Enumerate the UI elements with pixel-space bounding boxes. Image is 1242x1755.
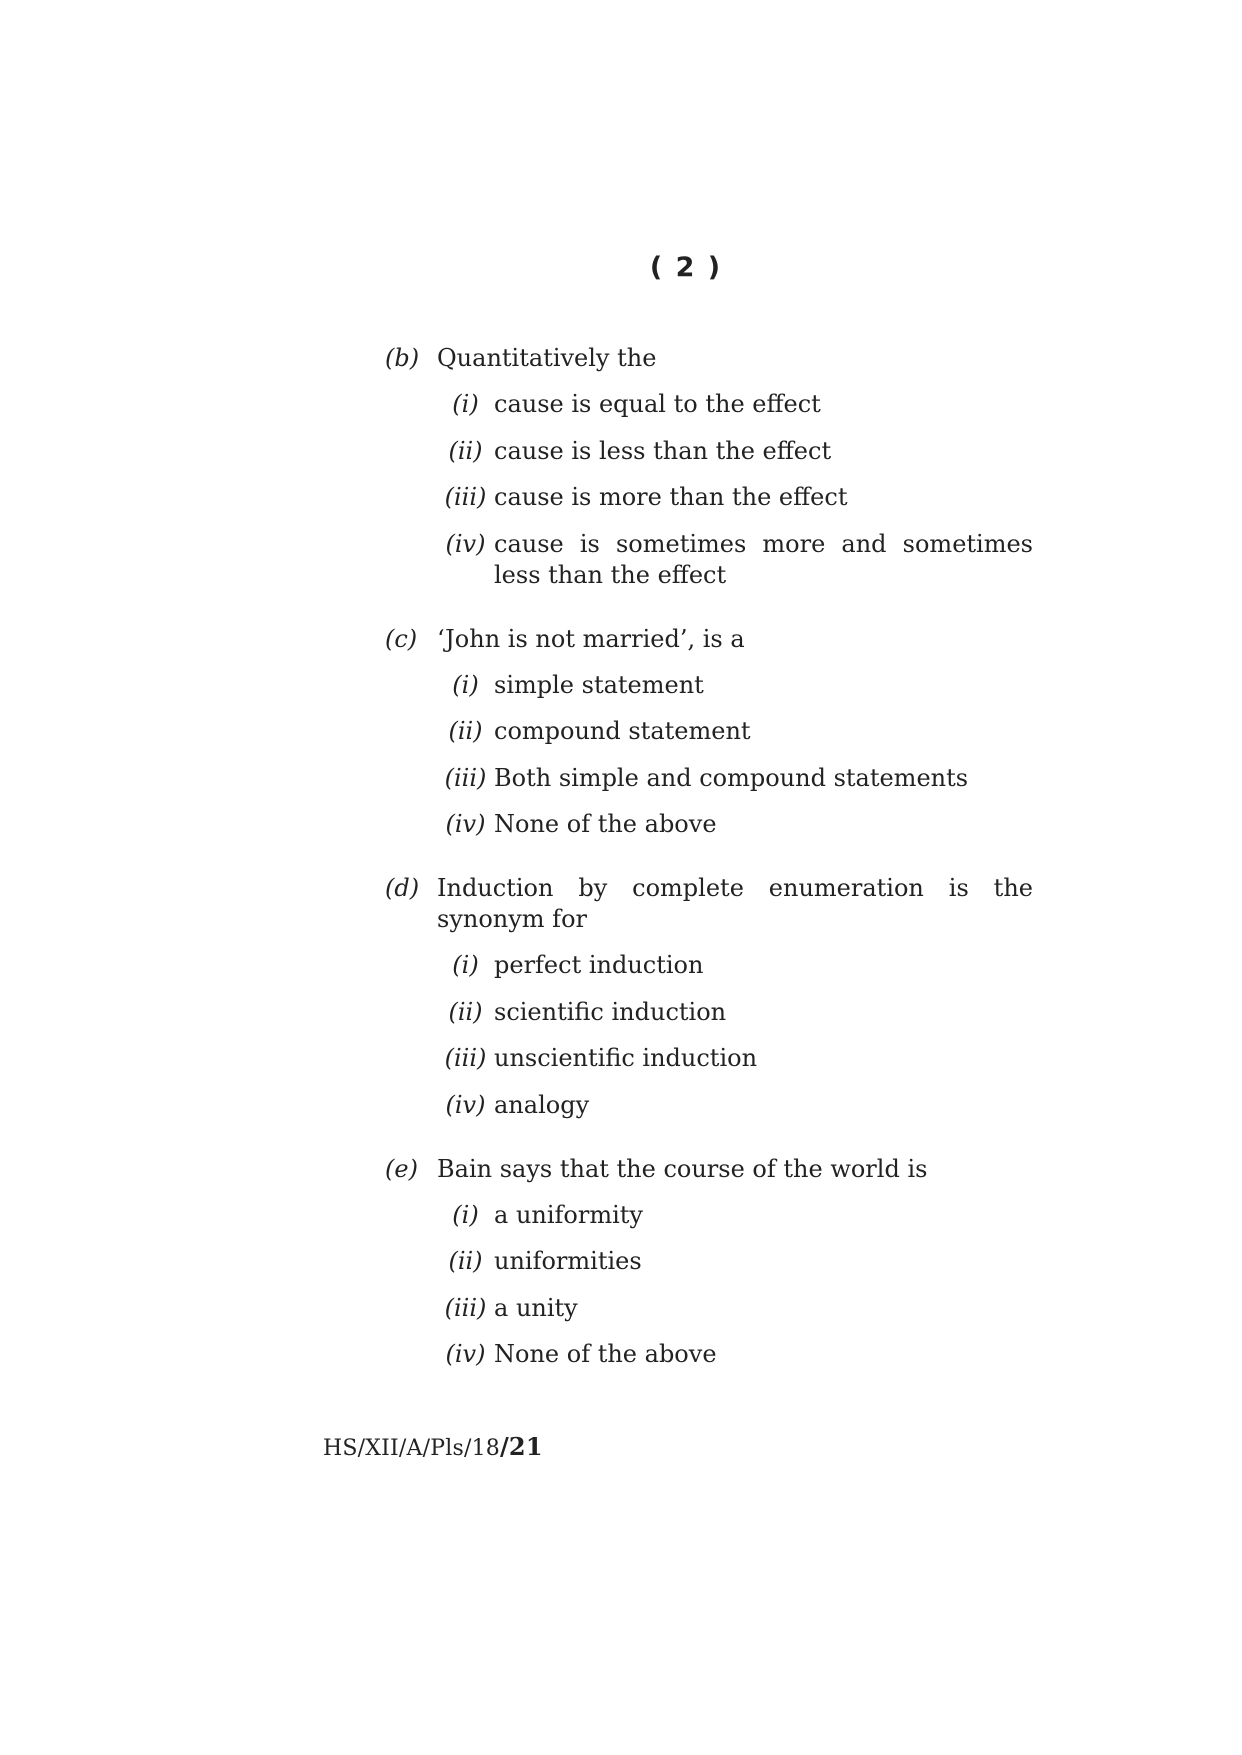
option-item <box>437 1090 1033 1121</box>
question-text: Quantitatively the <box>437 344 657 372</box>
option-label: (iii) <box>444 763 487 792</box>
option-item <box>437 1246 1033 1277</box>
option-item <box>437 529 1033 591</box>
paper-code <box>323 1432 543 1461</box>
option-label: (ii) <box>448 997 483 1026</box>
option-item <box>437 482 1033 513</box>
question-list <box>385 343 1033 1403</box>
option-label: (i) <box>452 951 479 979</box>
question-text: Bain says that the course of the world is <box>437 1154 928 1183</box>
question-c <box>385 624 1033 841</box>
option-text: perfect induction <box>494 951 704 979</box>
option-item <box>437 950 1033 981</box>
option-label: (i) <box>452 1200 479 1229</box>
question-stem <box>385 624 1033 655</box>
option-text: None of the above <box>494 1340 717 1368</box>
option-text: a uniformity <box>494 1200 643 1229</box>
option-label: (iv) <box>445 810 486 838</box>
option-text: a unity <box>494 1293 578 1322</box>
option-label: (iv) <box>445 1090 486 1119</box>
question-label: (b) <box>385 344 420 372</box>
question-label: (e) <box>385 1154 418 1183</box>
option-label: (i) <box>452 670 479 699</box>
paper-code-suffix: /21 <box>499 1432 543 1461</box>
option-label: (iv) <box>445 529 486 558</box>
option-item <box>437 1339 1033 1370</box>
option-item <box>437 1043 1033 1074</box>
question-d <box>385 873 1033 1121</box>
page-number: ( 2 ) <box>649 252 723 283</box>
option-item <box>437 763 1033 794</box>
option-text: cause is sometimes more and sometimes less than the effect <box>494 529 1033 589</box>
option-text: scientific induction <box>494 997 727 1026</box>
question-b <box>385 343 1033 591</box>
option-label: (iii) <box>444 1293 487 1322</box>
option-text: cause is more than the effect <box>494 483 848 511</box>
option-text: None of the above <box>494 810 717 838</box>
option-item <box>437 389 1033 420</box>
option-label: (iv) <box>445 1340 486 1368</box>
option-item <box>437 997 1033 1028</box>
option-label: (ii) <box>448 436 483 465</box>
option-item <box>437 809 1033 840</box>
question-stem <box>385 343 1033 374</box>
question-text: ‘John is not married’, is a <box>437 624 745 653</box>
question-label: (c) <box>385 624 418 653</box>
option-item <box>437 436 1033 467</box>
option-item <box>437 1200 1033 1231</box>
option-text: cause is equal to the effect <box>494 390 821 418</box>
option-text: compound statement <box>494 717 751 745</box>
question-label: (d) <box>385 874 420 902</box>
question-stem <box>385 873 1033 935</box>
option-text: uniformities <box>494 1247 642 1275</box>
option-item <box>437 1293 1033 1324</box>
option-text: cause is less than the effect <box>494 436 832 465</box>
option-text: unscientific induction <box>494 1044 758 1072</box>
option-text: Both simple and compound statements <box>494 763 969 792</box>
option-item <box>437 670 1033 701</box>
option-label: (i) <box>452 390 479 418</box>
option-item <box>437 716 1033 747</box>
option-label: (ii) <box>448 717 483 745</box>
question-e <box>385 1154 1033 1371</box>
question-text: Induction by complete enumeration is the synonym for <box>437 874 1033 933</box>
option-label: (iii) <box>444 1044 487 1072</box>
paper-code-text: HS/XII/A/Pls/18 <box>323 1436 500 1461</box>
option-text: analogy <box>494 1090 590 1119</box>
option-label: (ii) <box>448 1247 483 1275</box>
option-label: (iii) <box>444 483 487 511</box>
option-text: simple statement <box>494 670 704 699</box>
question-stem <box>385 1154 1033 1185</box>
